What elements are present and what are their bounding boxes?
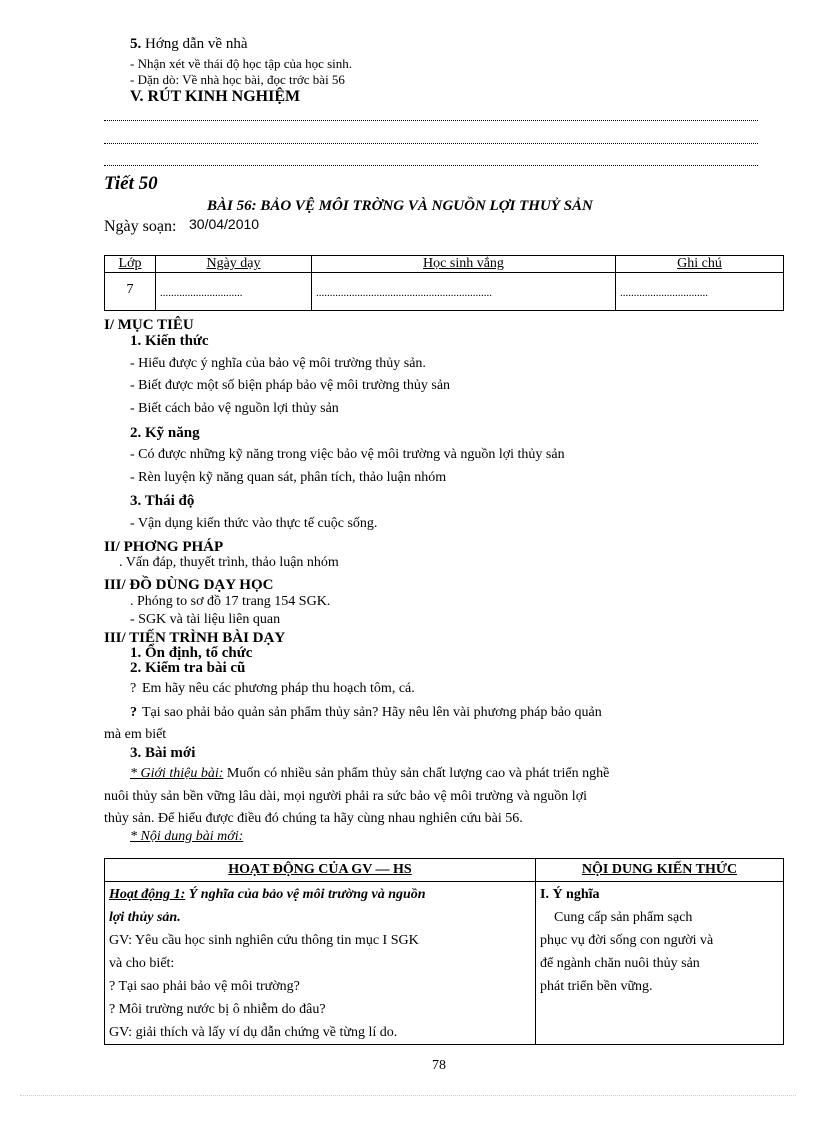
activity-row [105,882,784,1045]
activity-header-row [105,859,784,882]
cell-ghi-chu: ................................ [616,273,784,311]
col-hoc-sinh-vang: Học sinh vắng [312,256,616,273]
question-b: ? Môi trường nước bị ô nhiễm do đâu? [109,1002,326,1017]
cell-ngay-day: .............................. [156,273,312,311]
rut-kinh-nghiem-heading: V. RÚT KINH NGHIỆM [130,88,301,105]
col-noi-dung: NỘI DUNG KIẾN THỨC [536,859,784,882]
gv-line-2: và cho biết: [109,956,175,971]
guide-line-2: - Dặn dò: Về nhà học bài, đọc trớc bài 56 [130,72,345,87]
cell-lop: 7 [105,273,156,311]
y-nghia-heading: I. Ý nghĩa [540,887,600,902]
gioi-thieu-line-2: nuôi thủy sản bền vững lâu dài, mọi người phải ra sức bảo vệ môi trường và nguồn lợi [104,789,587,804]
dotted-line-2 [104,142,758,144]
muc-tieu-heading: I/ MỤC TIÊU [104,317,194,333]
col-lop: Lớp [105,256,156,273]
question-1: ? Em hãy nêu các phương pháp thu hoạch tôm, cá. [130,681,415,696]
dotted-line-1 [104,119,758,121]
kt-item-1: - Hiểu được ý nghĩa của bảo vệ môi trường thủy sản. [130,356,426,371]
cell-hoc-sinh-vang: ................................................................ [312,273,616,311]
kt-item-2: - Biết được một số biện pháp bảo vệ môi trường thủy sản [130,378,451,393]
y-nghia-line-2: phục vụ đời sống con người và [540,933,714,948]
activity-table [104,858,784,1045]
phuong-phap-text: . Vấn đáp, thuyết trình, thảo luận nhóm [119,555,339,570]
activity-left-cell [105,882,536,1045]
question-icon: ? [130,681,137,696]
thai-do-heading: 3. Thái độ [130,493,195,509]
y-nghia-line-4: phát triển bền vững. [540,979,653,994]
page-edge [20,1095,796,1096]
kt-item-3: - Biết cách bảo vệ nguồn lợi thủy sản [130,401,339,416]
ngay-soan-value: 30/04/2010 [189,216,260,232]
guide-heading: 5. Hớng dẫn về nhà [130,36,248,52]
ky-nang-heading: 2. Kỹ năng [130,425,200,441]
gioi-thieu-line-3: thủy sản. Để hiểu được điều đó chúng ta hãy cùng nhau nghiên cứu bài 56. [104,811,523,826]
col-ghi-chu: Ghi chú [616,256,784,273]
dotted-line-3 [104,164,758,166]
y-nghia-line-1: Cung cấp sản phẩm sạch [554,910,693,925]
dash-bullet: . [119,555,126,570]
gv-line-3: GV: giải thích và lấy ví dụ dẫn chứng về từng lí do. [109,1025,398,1040]
lesson-title: BÀI 56: BẢO VỆ MÔI TRỜNG VÀ NGUỒN LỢI THUỶ SẢN [207,198,593,214]
y-nghia-line-3: để ngành chăn nuôi thủy sản [540,956,700,971]
do-dung-heading: III/ ĐỒ DÙNG DẠY HỌC [104,577,274,593]
do-dung-item-1: . Phóng to sơ đồ 17 trang 154 SGK. [130,594,331,609]
ngay-soan-label: Ngày soạn: [104,218,177,235]
schedule-row [105,273,784,311]
question-icon: ? [130,705,137,720]
tien-trinh-heading: III/ TIẾN TRÌNH BÀI DẠY [104,630,286,646]
noi-dung-label: * Nội dung bài mới: [130,829,244,844]
col-hoat-dong: HOẠT ĐỘNG CỦA GV — HS [105,859,536,882]
gioi-thieu-label: * Giới thiệu bài: [130,766,224,781]
gioi-thieu-line-1: * Giới thiệu bài: Muốn có nhiều sản phẩm thủy sản chất lượng cao và phát triển nghề [130,766,610,781]
kiem-tra-heading: 2. Kiểm tra bài cũ [130,660,246,676]
do-dung-item-2: - SGK và tài liệu liên quan [130,612,281,627]
schedule-header-row [105,256,784,273]
hd-title-line-1: Hoạt động 1: Ý nghĩa của bảo vệ môi trường và nguồn [109,887,426,902]
phuong-phap-heading: II/ PHƠNG PHÁP [104,539,224,555]
dash-bullet: . [130,594,137,609]
hd-title-line-2: lợi thủy sản. [109,910,181,925]
schedule-table [104,255,784,311]
kn-item-2: - Rèn luyện kỹ năng quan sát, phân tích, thảo luận nhóm [130,470,447,485]
kien-thuc-heading: 1. Kiến thức [130,333,209,349]
on-dinh-heading: 1. Ổn định, tổ chức [130,645,253,661]
page-number: 78 [432,1058,446,1073]
question-2: ? Tại sao phải bảo quản sản phẩm thủy sản? Hãy nêu lên vài phương pháp bảo quản [130,705,602,720]
gv-line-1: GV: Yêu cầu học sinh nghiên cứu thông tin mục I SGK [109,933,419,948]
col-ngay-day: Ngày dạy [156,256,312,273]
td-item-1: - Vận dụng kiến thức vào thực tế cuộc sống. [130,516,378,531]
bai-moi-heading: 3. Bài mới [130,745,196,761]
question-2-cont: mà em biết [104,727,167,742]
guide-line-1: - Nhận xét về thái độ học tập của học sinh. [130,56,353,71]
kn-item-1: - Có được những kỹ năng trong việc bảo vệ môi trường và nguồn lợi thủy sản [130,447,565,462]
question-a: ? Tại sao phải bảo vệ môi trường? [109,979,300,994]
lesson-period: Tiết 50 [104,173,158,194]
activity-right-cell [536,882,784,1045]
